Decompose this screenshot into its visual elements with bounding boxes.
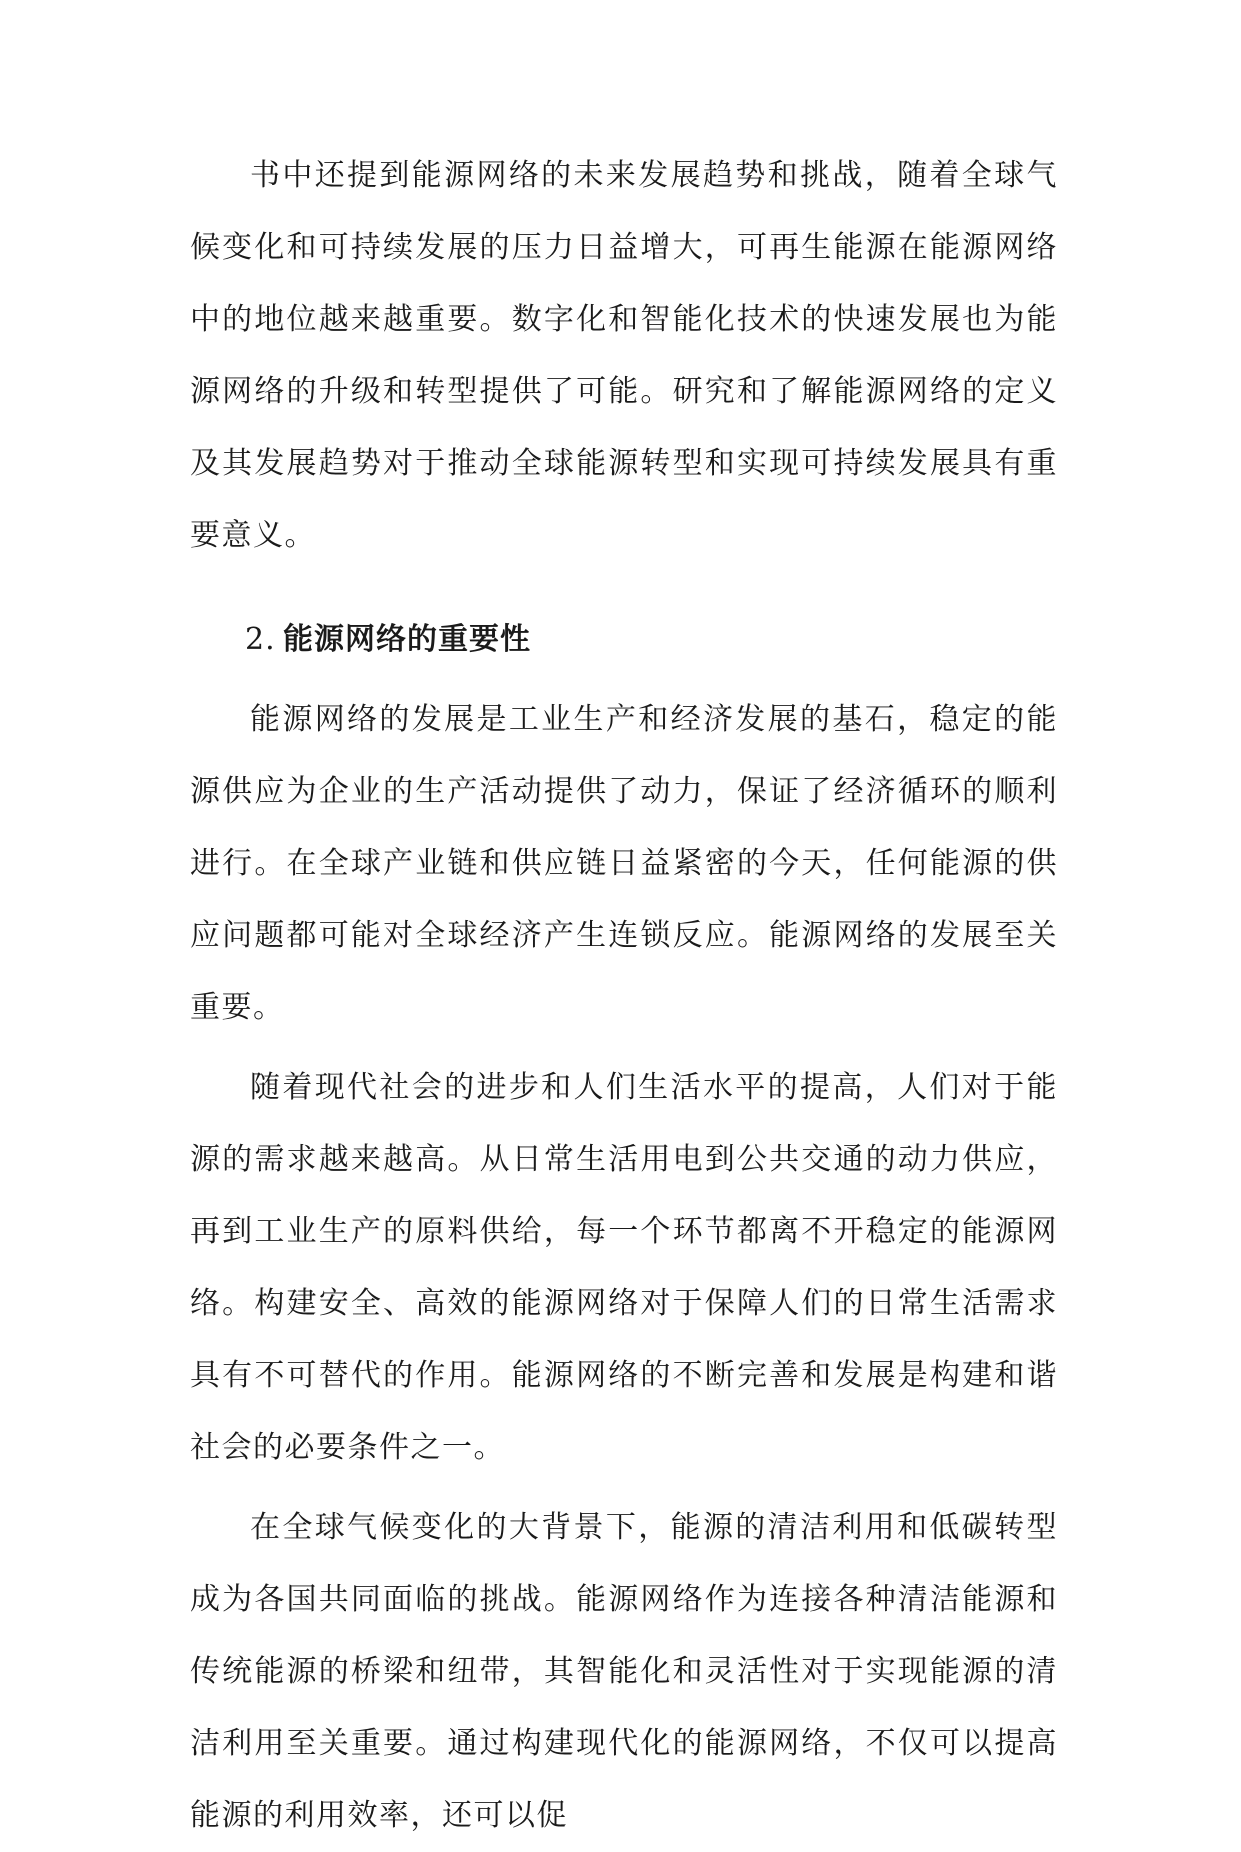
document-body [190,140,1058,1852]
section-number: 2. [245,622,276,657]
paragraph-1: 能源网络的发展是工业生产和经济发展的基石，稳定的能源供应为企业的生产活动提供了动力，保证了经济循环的顺利进行。在全球产业链和供应链日益紧密的今天，任何能源的供应问题都可能对全球经济产生连锁反应。能源网络的发展至关重要。 [190,702,1058,1025]
paragraph-2: 随着现代社会的进步和人们生活水平的提高，人们对于能源的需求越来越高。从日常生活用电到公共交通的动力供应，再到工业生产的原料供给，每一个环节都离不开稳定的能源网络。构建安全、高效的能源网络对于保障人们的日常生活需求具有不可替代的作用。能源网络的不断完善和发展是构建和谐社会的必要条件之一。 [190,1070,1058,1465]
section-title: 能源网络的重要性 [283,622,531,657]
paragraph-3: 在全球气候变化的大背景下，能源的清洁利用和低碳转型成为各国共同面临的挑战。能源网络作为连接各种清洁能源和传统能源的桥梁和纽带，其智能化和灵活性对于实现能源的清洁利用至关重要。通过构建现代化的能源网络，不仅可以提高能源的利用效率，还可以促 [190,1510,1058,1833]
section-heading [190,604,1058,676]
paragraph-intro: 书中还提到能源网络的未来发展趋势和挑战，随着全球气候变化和可持续发展的压力日益增大，可再生能源在能源网络中的地位越来越重要。数字化和智能化技术的快速发展也为能源网络的升级和转型提供了可能。研究和了解能源网络的定义及其发展趋势对于推动全球能源转型和实现可持续发展具有重要意义。 [190,158,1058,553]
